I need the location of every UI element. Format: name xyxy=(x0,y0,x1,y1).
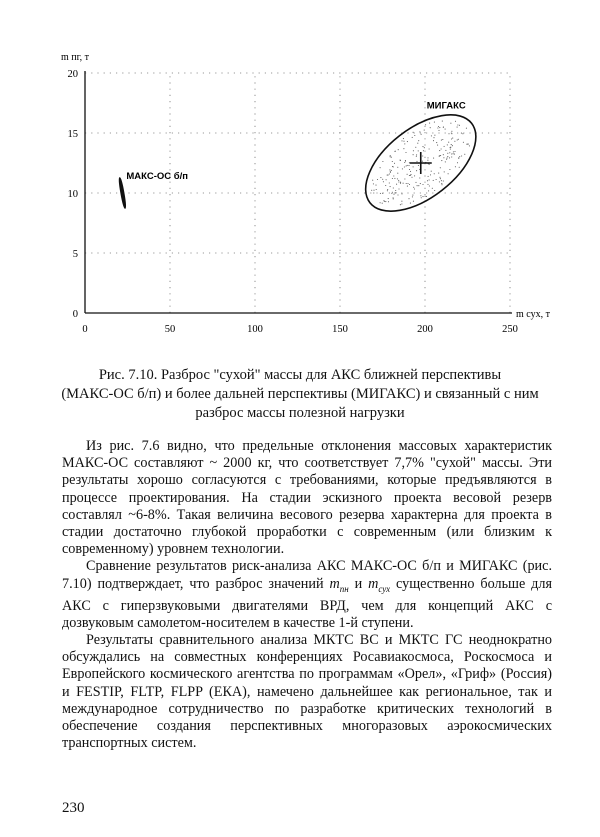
migaks-sample-point xyxy=(393,198,394,199)
migaks-sample-point xyxy=(405,152,406,153)
migaks-sample-point xyxy=(433,140,434,141)
migaks-sample-point xyxy=(380,193,381,194)
migaks-sample-point xyxy=(401,201,402,202)
migaks-sample-point xyxy=(390,172,391,173)
migaks-sample-point xyxy=(392,192,393,193)
migaks-sample-point xyxy=(433,158,434,159)
migaks-sample-point xyxy=(398,180,399,181)
migaks-sample-point xyxy=(429,185,430,186)
migaks-sample-point xyxy=(390,186,391,187)
y-tick-label: 10 xyxy=(67,189,78,200)
migaks-sample-point xyxy=(449,157,450,158)
migaks-sample-point xyxy=(404,178,405,179)
migaks-sample-point xyxy=(457,127,458,128)
migaks-sample-point xyxy=(390,155,391,156)
migaks-sample-point xyxy=(389,182,390,183)
migaks-sample-point xyxy=(398,188,399,189)
migaks-sample-point xyxy=(404,166,405,167)
migaks-sample-point xyxy=(393,187,394,188)
migaks-sample-point xyxy=(400,160,401,161)
symbol-m-pn: $m_{пн}$ xyxy=(329,575,349,594)
migaks-sample-point xyxy=(400,183,401,184)
migaks-sample-point xyxy=(396,184,397,185)
migaks-sample-point xyxy=(382,193,383,194)
migaks-sample-point xyxy=(395,192,396,193)
migaks-sample-point xyxy=(437,127,438,128)
migaks-sample-point xyxy=(451,153,452,154)
migaks-sample-point xyxy=(401,203,402,204)
migaks-sample-point xyxy=(413,154,414,155)
migaks-sample-point xyxy=(413,166,414,167)
migaks-sample-point xyxy=(447,157,448,158)
migaks-sample-point xyxy=(416,154,417,155)
migaks-sample-point xyxy=(413,132,414,133)
migaks-sample-point xyxy=(406,183,407,184)
migaks-sample-point xyxy=(466,128,467,129)
y-tick-label: 15 xyxy=(67,129,78,140)
migaks-sample-point xyxy=(416,161,417,162)
page-number: 230 xyxy=(62,800,85,816)
migaks-sample-point xyxy=(448,142,449,143)
migaks-sample-point xyxy=(394,163,395,164)
migaks-sample-point xyxy=(421,197,422,198)
migaks-sample-point xyxy=(380,202,381,203)
migaks-sample-point xyxy=(434,190,435,191)
x-tick-label: 250 xyxy=(502,324,518,335)
migaks-sample-point xyxy=(390,156,391,157)
migaks-sample-point xyxy=(457,124,458,125)
migaks-sample-point xyxy=(416,170,417,171)
migaks-sample-point xyxy=(403,183,404,184)
migaks-sample-point xyxy=(383,200,384,201)
chart-regions xyxy=(118,96,493,230)
migaks-sample-point xyxy=(441,160,442,161)
migaks-sample-point xyxy=(376,189,377,190)
migaks-sample-point xyxy=(410,175,411,176)
migaks-sample-point xyxy=(393,194,394,195)
migaks-sample-point xyxy=(434,135,435,136)
y-tick-label: 0 xyxy=(72,309,78,320)
migaks-sample-point xyxy=(426,196,427,197)
migaks-sample-point xyxy=(429,148,430,149)
migaks-sample-point xyxy=(424,130,425,131)
migaks-sample-point xyxy=(394,192,395,193)
caption-line: Рис. 7.10. Разброс "сухой" массы для АКС ближней перспективы xyxy=(98,367,502,383)
migaks-sample-point xyxy=(382,179,383,180)
migaks-sample-point xyxy=(386,179,387,180)
migaks-sample-point xyxy=(401,193,402,194)
migaks-sample-point xyxy=(431,171,432,172)
migaks-sample-point xyxy=(451,156,452,157)
migaks-sample-point xyxy=(406,165,407,166)
migaks-sample-point xyxy=(450,149,451,150)
migaks-sample-point xyxy=(420,183,421,184)
migaks-sample-point xyxy=(440,167,441,168)
migaks-sample-point xyxy=(438,173,439,174)
migaks-sample-point xyxy=(468,144,469,145)
migaks-sample-point xyxy=(439,177,440,178)
migaks-sample-point xyxy=(422,161,423,162)
migaks-sample-point xyxy=(455,166,456,167)
migaks-sample-point xyxy=(387,190,388,191)
migaks-sample-point xyxy=(410,203,411,204)
migaks-sample-point xyxy=(427,184,428,185)
migaks-sample-point xyxy=(469,145,470,146)
paragraph-text: и xyxy=(348,575,369,592)
migaks-sample-point xyxy=(413,187,414,188)
migaks-sample-point xyxy=(407,174,408,175)
migaks-sample-point xyxy=(437,145,438,146)
migaks-sample-point xyxy=(450,147,451,148)
migaks-sample-point xyxy=(433,180,434,181)
paragraph: Из рис. 7.6 видно, что предельные отклонения массовых характеристик МАКС-ОС составляют ~ 2000 кг, что соответствует 7,7% "сухой" массы. Эти результаты хорошо согласуются с требованиями, которые предъявляются в процессе проектирования. На стадии эскизного проекта весовой резерв составлял ~6-8%. Такая величина весового резерва характерна для проекта в стадии достаточно глубокой проработки с современным (или близким к современному) уровнем технологии. xyxy=(62,438,552,558)
migaks-sample-point xyxy=(428,190,429,191)
migaks-sample-point xyxy=(407,165,408,166)
migaks-sample-point xyxy=(407,183,408,184)
migaks-sample-point xyxy=(418,140,419,141)
migaks-sample-point xyxy=(422,146,423,147)
migaks-sample-point xyxy=(408,165,409,166)
migaks-sample-point xyxy=(398,149,399,150)
migaks-sample-point xyxy=(385,185,386,186)
migaks-sample-point xyxy=(425,196,426,197)
migaks-sample-point xyxy=(439,150,440,151)
migaks-sample-point xyxy=(397,178,398,179)
migaks-sample-point xyxy=(413,150,414,151)
migaks-sample-point xyxy=(453,153,454,154)
migaks-sample-point xyxy=(373,183,374,184)
migaks-sample-point xyxy=(433,137,434,138)
migaks-sample-point xyxy=(467,143,468,144)
migaks-sample-point xyxy=(441,183,442,184)
paragraph-text: существенно больше для АКС с гиперзвуковыми двигателями ВРД, чем для концепций АКС с дозвуковым самолетом-носителем в качестве 1-й ступени. xyxy=(62,575,552,631)
migaks-sample-point xyxy=(434,122,435,123)
migaks-sample-point xyxy=(414,135,415,136)
migaks-sample-point xyxy=(458,157,459,158)
body-text xyxy=(62,438,552,752)
y-tick-label: 20 xyxy=(67,69,78,80)
migaks-sample-point xyxy=(419,177,420,178)
migaks-sample-point xyxy=(371,190,372,191)
migaks-sample-point xyxy=(427,180,428,181)
migaks-sample-point xyxy=(392,161,393,162)
migaks-sample-point xyxy=(431,135,432,136)
migaks-sample-point xyxy=(412,137,413,138)
migaks-sample-point xyxy=(391,157,392,158)
paragraph: Результаты сравнительного анализа МКТС ВС и МКТС ГС неоднократно обсуждались на совместных конференциях Росавиакосмоса, Роскосмоса и Европейского космического агентства по программам «Орел», «Гриф» (Россия) и FESTIP, FLTP, FLPP (ЕКА), намечено дальнейшее как региональное, так и международное сотрудничество по разработке критических технологий в обеспечение создания перспективных многоразовых аэрокосмических транспортных систем. xyxy=(62,632,552,752)
migaks-sample-point xyxy=(425,124,426,125)
migaks-sample-point xyxy=(436,179,437,180)
migaks-sample-point xyxy=(404,143,405,144)
migaks-sample-point xyxy=(420,195,421,196)
migaks-sample-point xyxy=(398,181,399,182)
migaks-sample-point xyxy=(393,175,394,176)
paragraph-text: Сравнение результатов риск-анализа АКС МАКС-ОС б/п и МИГАКС (рис. 7.10) подтверждает, что разброс значений xyxy=(62,558,552,592)
migaks-sample-point xyxy=(458,139,459,140)
migaks-sample-point xyxy=(415,147,416,148)
migaks-sample-point xyxy=(441,140,442,141)
migaks-sample-point xyxy=(392,178,393,179)
migaks-sample-point xyxy=(443,154,444,155)
migaks-sample-point xyxy=(394,178,395,179)
migaks-sample-point xyxy=(450,123,451,124)
migaks-sample-point xyxy=(389,173,390,174)
migaks-sample-point xyxy=(439,155,440,156)
migaks-sample-point xyxy=(391,193,392,194)
migaks-sample-point xyxy=(422,196,423,197)
migaks-sample-point xyxy=(434,173,435,174)
migaks-sample-point xyxy=(442,121,443,122)
migaks-sample-point xyxy=(446,159,447,160)
maks-os-label: МАКС-ОС б/п xyxy=(126,171,189,182)
y-tick-label: 5 xyxy=(72,249,78,260)
migaks-sample-point xyxy=(430,174,431,175)
migaks-sample-point xyxy=(454,151,455,152)
migaks-sample-point xyxy=(454,154,455,155)
migaks-sample-point xyxy=(403,141,404,142)
migaks-sample-point xyxy=(427,160,428,161)
migaks-sample-point xyxy=(375,185,376,186)
migaks-sample-point xyxy=(428,176,429,177)
migaks-sample-point xyxy=(419,131,420,132)
migaks-sample-point xyxy=(402,168,403,169)
migaks-sample-point xyxy=(380,167,381,168)
migaks-sample-point xyxy=(443,157,444,158)
migaks-sample-point xyxy=(453,151,454,152)
migaks-sample-point xyxy=(405,160,406,161)
migaks-sample-point xyxy=(459,125,460,126)
migaks-sample-point xyxy=(393,197,394,198)
paragraph xyxy=(62,558,552,632)
migaks-sample-point xyxy=(409,184,410,185)
migaks-sample-point xyxy=(403,148,404,149)
x-tick-label: 50 xyxy=(164,324,176,335)
migaks-sample-point xyxy=(373,190,374,191)
migaks-sample-point xyxy=(418,185,419,186)
migaks-sample-point xyxy=(462,133,463,134)
migaks-sample-point xyxy=(445,150,446,151)
migaks-sample-point xyxy=(407,141,408,142)
migaks-sample-point xyxy=(423,150,424,151)
migaks-sample-point xyxy=(445,129,446,130)
migaks-sample-point xyxy=(416,156,417,157)
migaks-sample-point xyxy=(441,148,442,149)
x-tick-label: 200 xyxy=(417,324,433,335)
migaks-sample-point xyxy=(412,195,413,196)
migaks-sample-point xyxy=(447,153,448,154)
migaks-sample-point xyxy=(400,204,401,205)
migaks-sample-point xyxy=(422,184,423,185)
migaks-sample-point xyxy=(461,155,462,156)
migaks-sample-point xyxy=(403,138,404,139)
migaks-sample-point xyxy=(410,171,411,172)
maks-os-region xyxy=(118,177,126,208)
migaks-sample-point xyxy=(380,177,381,178)
migaks-sample-point xyxy=(387,175,388,176)
migaks-sample-point xyxy=(439,181,440,182)
migaks-sample-point xyxy=(430,127,431,128)
migaks-sample-point xyxy=(389,169,390,170)
migaks-sample-point xyxy=(451,144,452,145)
migaks-sample-point xyxy=(414,175,415,176)
migaks-sample-point xyxy=(464,154,465,155)
caption-line: (МАКС-ОС б/п) и более дальней перспективы (МИГАКС) и связанный с ним xyxy=(61,386,539,402)
migaks-sample-point xyxy=(383,181,384,182)
migaks-sample-point xyxy=(388,198,389,199)
migaks-sample-point xyxy=(449,152,450,153)
migaks-sample-point xyxy=(442,139,443,140)
migaks-sample-point xyxy=(415,182,416,183)
x-tick-label: 100 xyxy=(247,324,263,335)
migaks-sample-point xyxy=(417,185,418,186)
migaks-sample-point xyxy=(372,180,373,181)
migaks-sample-point xyxy=(445,161,446,162)
y-axis-label: m пг, т xyxy=(61,52,89,63)
symbol-m-sukh: $m_{сух}$ xyxy=(368,575,391,594)
migaks-sample-point xyxy=(438,130,439,131)
migaks-sample-point xyxy=(382,203,383,204)
migaks-sample-point xyxy=(387,189,388,190)
migaks-sample-point xyxy=(449,169,450,170)
migaks-sample-point xyxy=(417,143,418,144)
migaks-sample-point xyxy=(422,155,423,156)
chart-labels xyxy=(61,52,551,320)
migaks-label: МИГАКС xyxy=(426,100,466,112)
figure-caption xyxy=(60,366,540,423)
migaks-sample-point xyxy=(441,184,442,185)
migaks-sample-point xyxy=(418,150,419,151)
migaks-sample-point xyxy=(444,171,445,172)
migaks-sample-point xyxy=(443,180,444,181)
x-axis-label: m сух, т xyxy=(516,309,550,320)
migaks-sample-point xyxy=(395,190,396,191)
migaks-sample-point xyxy=(424,147,425,148)
migaks-sample-point xyxy=(463,142,464,143)
x-tick-label: 0 xyxy=(82,324,88,335)
migaks-sample-point xyxy=(459,156,460,157)
migaks-sample-point xyxy=(429,123,430,124)
migaks-sample-point xyxy=(373,192,374,193)
migaks-sample-point xyxy=(429,179,430,180)
migaks-sample-point xyxy=(454,141,455,142)
migaks-sample-point xyxy=(388,201,389,202)
mass-scatter-chart xyxy=(0,0,600,345)
migaks-sample-point xyxy=(397,167,398,168)
migaks-sample-point xyxy=(451,138,452,139)
migaks-sample-point xyxy=(438,126,439,127)
migaks-sample-point xyxy=(457,139,458,140)
migaks-sample-point xyxy=(421,134,422,135)
migaks-sample-point xyxy=(397,194,398,195)
migaks-sample-point xyxy=(411,177,412,178)
x-tick-label: 150 xyxy=(332,324,348,335)
migaks-sample-point xyxy=(408,198,409,199)
migaks-sample-point xyxy=(436,142,437,143)
caption-line: разброс массы полезной нагрузки xyxy=(195,405,405,421)
migaks-sample-point xyxy=(385,201,386,202)
migaks-sample-point xyxy=(413,201,414,202)
migaks-sample-point xyxy=(382,161,383,162)
migaks-sample-point xyxy=(407,186,408,187)
migaks-sample-point xyxy=(443,126,444,127)
migaks-sample-point xyxy=(409,169,410,170)
migaks-sample-point xyxy=(452,145,453,146)
migaks-sample-point xyxy=(440,178,441,179)
migaks-sample-point xyxy=(447,156,448,157)
migaks-sample-point xyxy=(448,133,449,134)
migaks-sample-point xyxy=(397,173,398,174)
migaks-sample-point xyxy=(412,196,413,197)
migaks-sample-point xyxy=(444,146,445,147)
migaks-sample-point xyxy=(439,127,440,128)
migaks-sample-point xyxy=(448,173,449,174)
migaks-sample-point xyxy=(404,162,405,163)
migaks-sample-point xyxy=(441,180,442,181)
migaks-sample-point xyxy=(452,138,453,139)
migaks-sample-point xyxy=(459,167,460,168)
migaks-sample-point xyxy=(427,157,428,158)
migaks-sample-point xyxy=(394,151,395,152)
migaks-sample-point xyxy=(377,179,378,180)
migaks-sample-point xyxy=(414,188,415,189)
migaks-sample-point xyxy=(401,140,402,141)
migaks-region xyxy=(349,96,493,230)
migaks-sample-point xyxy=(400,182,401,183)
migaks-sample-point xyxy=(447,144,448,145)
migaks-sample-point xyxy=(455,121,456,122)
migaks-sample-point xyxy=(451,133,452,134)
migaks-sample-point xyxy=(451,131,452,132)
migaks-sample-point xyxy=(457,162,458,163)
migaks-sample-point xyxy=(391,170,392,171)
migaks-sample-point xyxy=(461,133,462,134)
migaks-sample-point xyxy=(392,166,393,167)
migaks-sample-point xyxy=(440,155,441,156)
migaks-sample-point xyxy=(418,165,419,166)
migaks-sample-point xyxy=(432,188,433,189)
